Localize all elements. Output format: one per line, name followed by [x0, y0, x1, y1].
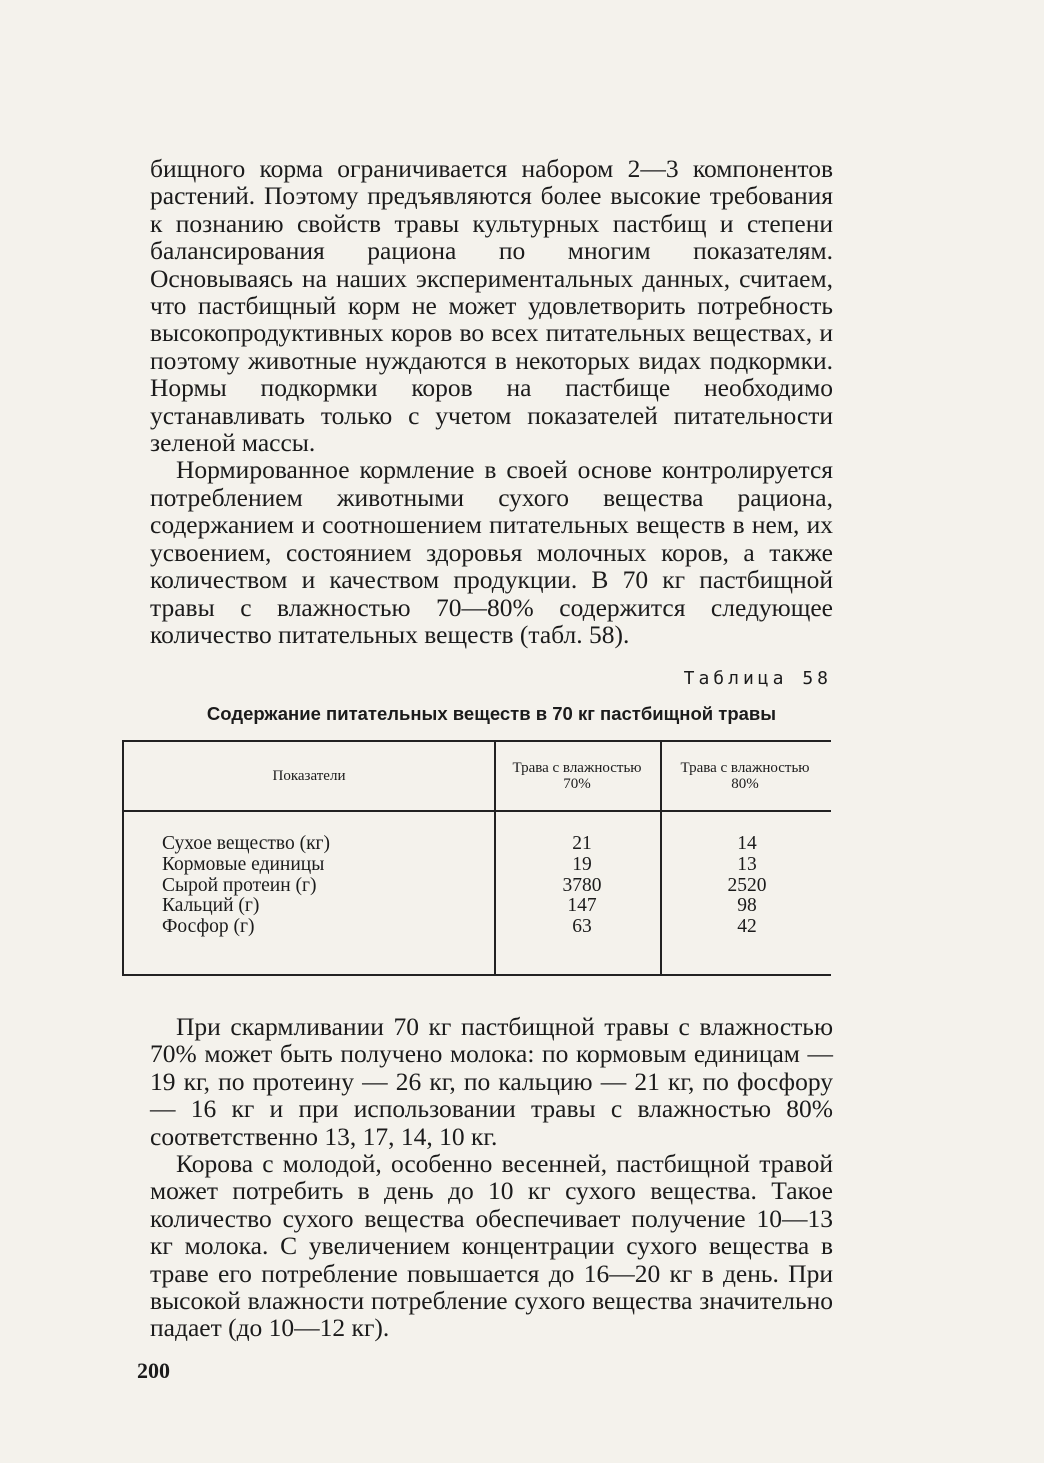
moisture-80-column	[717, 834, 777, 938]
column-separator	[660, 742, 662, 974]
cell-value: 21	[572, 833, 592, 854]
bottom-text-block	[150, 1013, 833, 1342]
cell-value: 98	[737, 895, 757, 917]
indicator-column	[162, 834, 330, 938]
cell-value: 2520	[727, 874, 767, 896]
paragraph-dry-matter: Корова с молодой, особенно весенней, пастбищной травой может потребить в день до 10 кг сухого вещества. Такое количество сухого вещества обеспечивает получение 10—13 кг молока. С увеличением концентрации сухого вещества в траве его потребление повышается до 16—20 кг в день. При высокой влажности потребление сухого вещества значительно падает (до 10—12 кг).	[150, 1149, 833, 1343]
row-label: Фосфор (г)	[162, 916, 255, 938]
cell-value: 19	[572, 853, 592, 875]
cell-value: 42	[737, 916, 757, 938]
column-separator	[494, 742, 496, 974]
table-caption: Содержание питательных веществ в 70 кг пастбищной травы	[206, 703, 777, 724]
page-number: 200	[137, 1358, 170, 1383]
header-moisture-80: Трава с влажностью 80%	[680, 760, 810, 792]
moisture-70-column	[552, 834, 612, 938]
paragraph-continuation: бищного корма ограничивается набором 2—3 компонентов растений. Поэтому предъявляются более высокие требования к познанию свойств травы культурных пастбищ и степени балансирования рациона по многим показателям. Основываясь на наших экспериментальных данных, считаем, что пастбищный корм не может удовлетворить потребность высокопродуктивных коров во всех питательных веществах, и поэтому животные нуждаются в некоторых видах подкормки. Нормы подкормки коров на пастбище необходимо устанавливать только с учетом показателей питательности зеленой массы.	[150, 154, 833, 458]
header-moisture-70: Трава с влажностью 70%	[512, 760, 642, 792]
cell-value: 147	[567, 895, 597, 917]
header-rule	[122, 810, 831, 812]
table-label: Таблица 58	[683, 668, 832, 689]
paragraph-normed-feeding: Нормированное кормление в своей основе контролируется потреблением животными сухого вещества рациона, содержанием и соотношением питательных веществ в нем, их усвоением, состоянием здоровья молочных коров, а также количеством и качеством продукции. В 70 кг пастбищной травы с влажностью 70—80% содержится следующее количество питательных веществ (табл. 58).	[150, 455, 833, 649]
row-label: Сырой протеин (г)	[162, 874, 317, 896]
cell-value: 3780	[562, 874, 602, 896]
cell-value: 13	[737, 853, 757, 875]
row-label: Кормовые единицы	[162, 853, 325, 875]
cell-value: 63	[572, 916, 592, 938]
top-text-block	[150, 155, 833, 648]
row-label: Сухое вещество (кг)	[162, 833, 331, 854]
row-label: Кальций (г)	[162, 895, 260, 917]
nutrient-table	[122, 740, 831, 976]
paragraph-milk-yield: При скармливании 70 кг пастбищной травы с влажностью 70% может быть получено молока: по кормовым единицам — 19 кг, по протеину — 26 кг, по кальцию — 21 кг, по фосфору — 16 кг и при использовании травы с влажностью 80% соответственно 13, 17, 14, 10 кг.	[150, 1012, 833, 1151]
cell-value: 14	[737, 833, 757, 854]
header-indicators: Показатели	[272, 768, 346, 784]
